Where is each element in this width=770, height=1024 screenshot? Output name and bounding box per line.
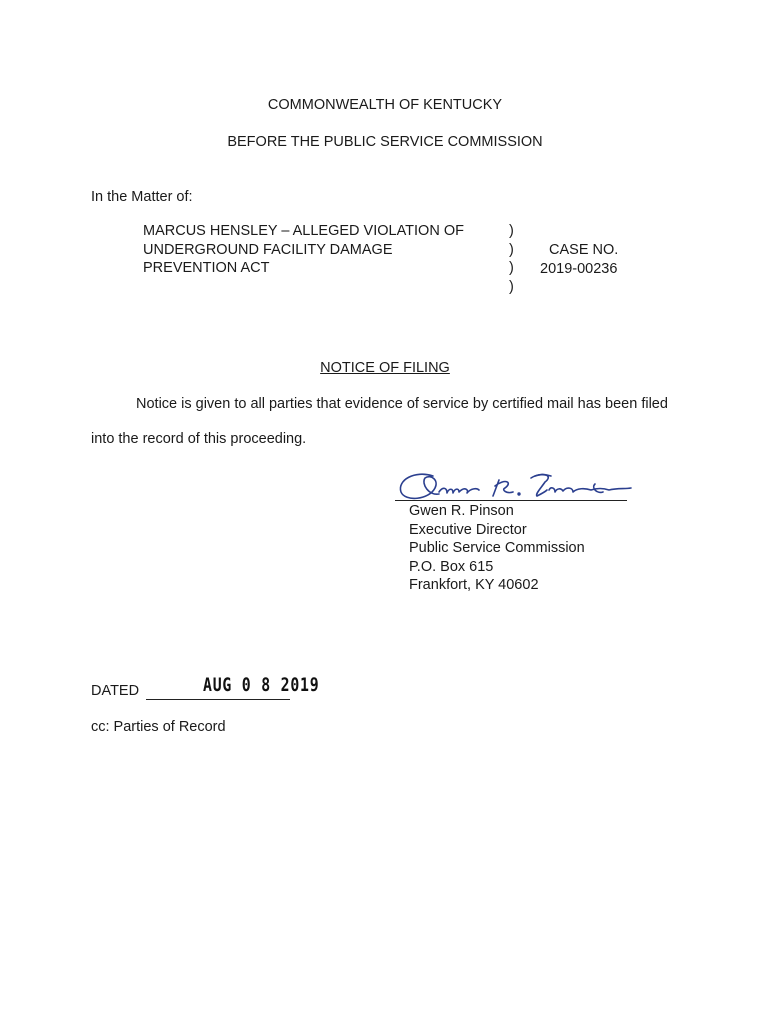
case-number: 2019-00236 bbox=[540, 260, 618, 277]
signatory-block bbox=[409, 502, 585, 595]
caption-line: UNDERGROUND FACILITY DAMAGE bbox=[143, 241, 393, 258]
caption-line: PREVENTION ACT bbox=[143, 260, 270, 276]
signatory-title: Executive Director bbox=[409, 521, 527, 538]
caption-paren: ) bbox=[509, 260, 514, 276]
caption-parens bbox=[509, 222, 514, 296]
dated-label: DATED bbox=[91, 683, 140, 699]
signatory-city: Frankfort, KY 40602 bbox=[409, 577, 539, 593]
case-caption bbox=[143, 222, 464, 278]
case-label: CASE NO. bbox=[549, 242, 619, 258]
signatory-po-box: P.O. Box 615 bbox=[409, 558, 494, 575]
notice-body-line1: Notice is given to all parties that evidence of service by certified mail has been filed bbox=[136, 396, 668, 412]
dated-line bbox=[146, 699, 290, 700]
case-number-block bbox=[540, 241, 618, 278]
notice-title: NOTICE OF FILING bbox=[320, 360, 450, 376]
caption-paren: ) bbox=[509, 278, 514, 295]
signatory-name: Gwen R. Pinson bbox=[409, 503, 514, 519]
dated-stamp: AUG 0 8 2019 bbox=[203, 674, 320, 696]
header-commonwealth: COMMONWEALTH OF KENTUCKY bbox=[267, 97, 503, 113]
signature-line bbox=[395, 500, 627, 501]
caption-line: MARCUS HENSLEY – ALLEGED VIOLATION OF bbox=[143, 223, 464, 239]
caption-paren: ) bbox=[509, 241, 514, 258]
notice-body-line2: into the record of this proceeding. bbox=[91, 431, 307, 447]
signatory-organization: Public Service Commission bbox=[409, 540, 585, 556]
caption-paren: ) bbox=[509, 223, 514, 239]
cc-line: cc: Parties of Record bbox=[91, 719, 226, 735]
header-commission: BEFORE THE PUBLIC SERVICE COMMISSION bbox=[227, 134, 543, 150]
matter-intro: In the Matter of: bbox=[91, 189, 193, 205]
